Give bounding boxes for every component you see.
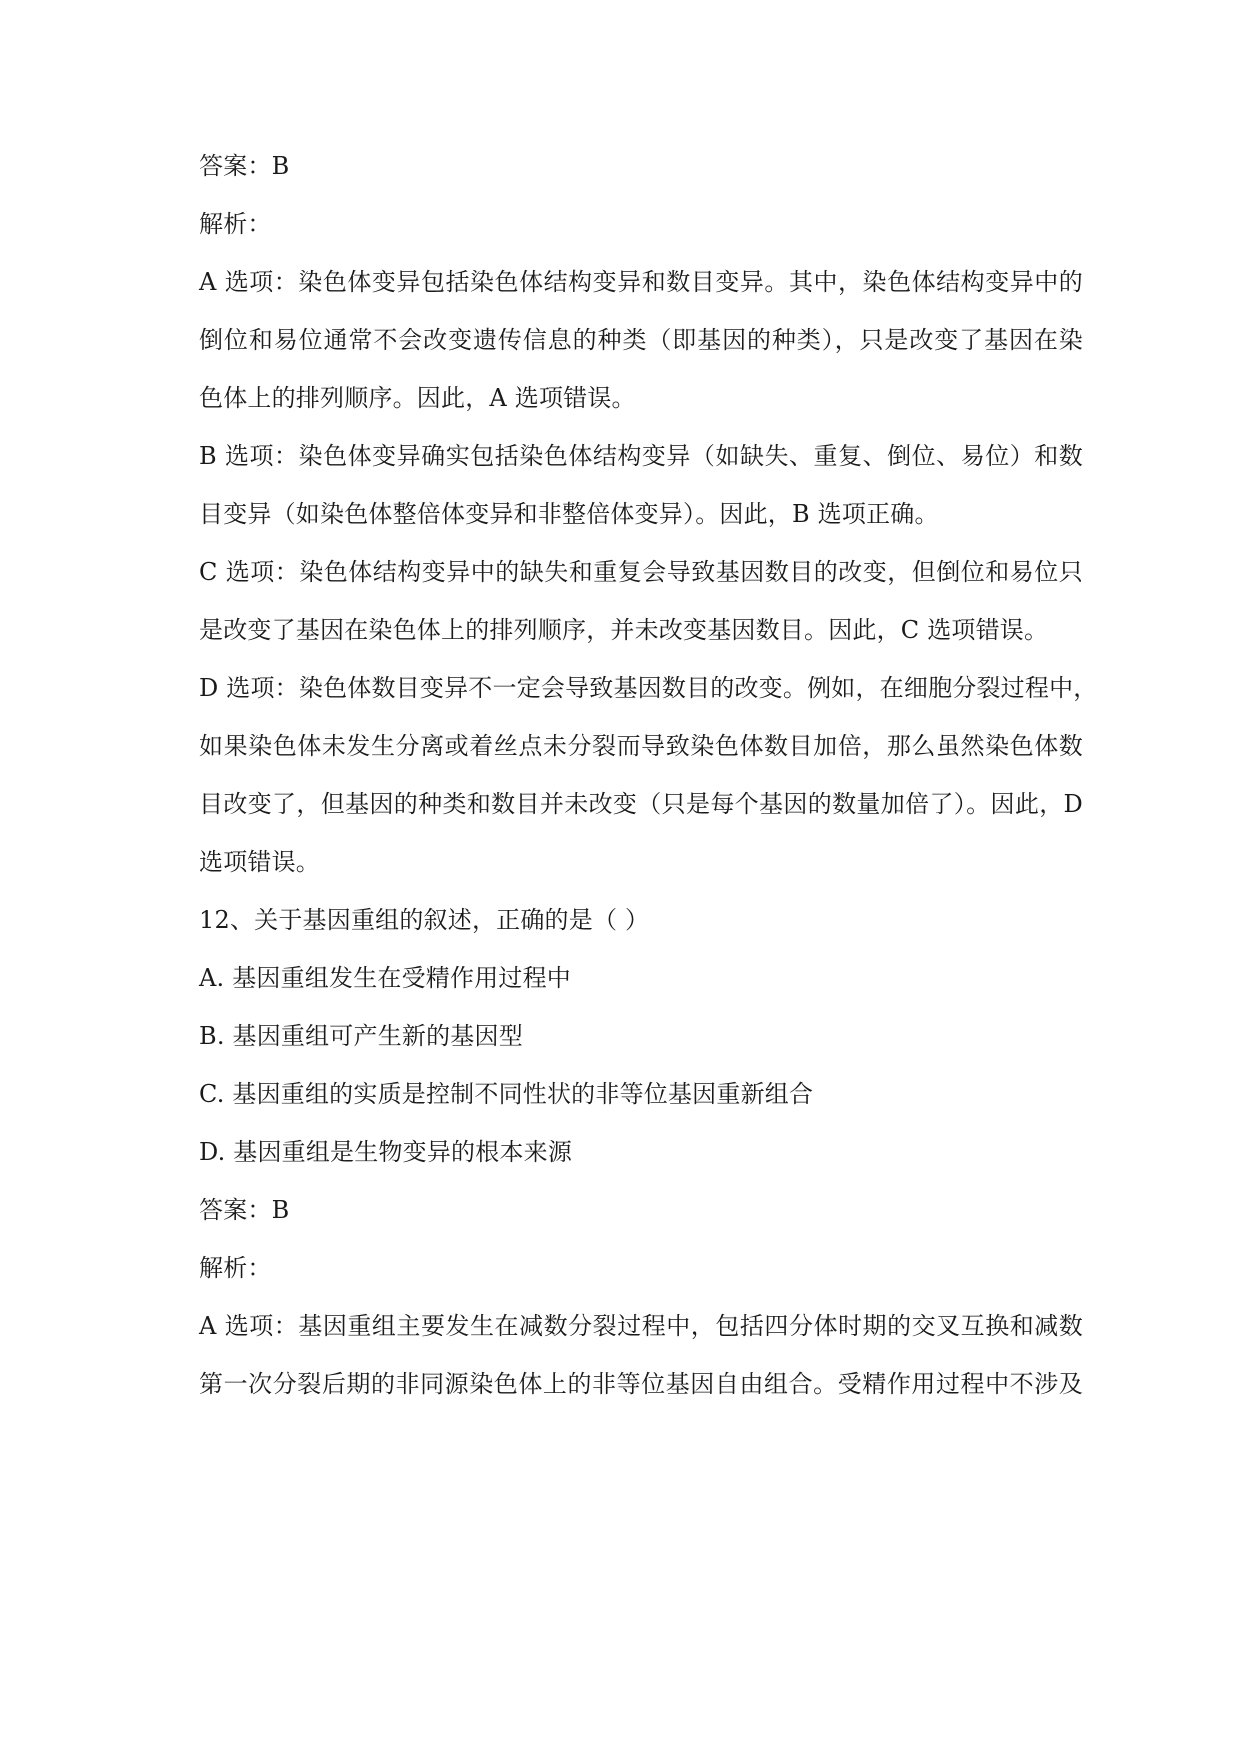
question-12-option-d: D. 基因重组是生物变异的根本来源: [199, 1138, 573, 1166]
option-d-analysis-line-3: 目改变了，但基因的种类和数目并未改变（只是每个基因的数量加倍了）。因此，D: [199, 790, 1083, 818]
option-a-analysis-line-3: 色体上的排列顺序。因此，A 选项错误。: [199, 384, 636, 412]
option-d-analysis-line-1: D 选项：染色体数目变异不一定会导致基因数目的改变。例如，在细胞分裂过程中，: [199, 674, 1098, 702]
answer-line: 答案：B: [199, 1196, 290, 1224]
question-12-analysis-line-2: 第一次分裂后期的非同源染色体上的非等位基因自由组合。受精作用过程中不涉及: [199, 1370, 1083, 1398]
question-12-option-a: A. 基因重组发生在受精作用过程中: [199, 964, 571, 992]
analysis-heading: 解析：: [199, 1254, 272, 1282]
option-a-analysis-line-2: 倒位和易位通常不会改变遗传信息的种类（即基因的种类），只是改变了基因在染: [199, 326, 1083, 354]
option-b-analysis-line-2: 目变异（如染色体整倍体变异和非整倍体变异）。因此，B 选项正确。: [199, 500, 939, 528]
option-d-analysis-line-4: 选项错误。: [199, 848, 320, 876]
document-page: [199, 0, 1098, 1754]
option-a-analysis-line-1: A 选项：染色体变异包括染色体结构变异和数目变异。其中，染色体结构变异中的: [199, 268, 1083, 296]
analysis-heading: 解析：: [199, 210, 272, 238]
option-d-analysis-line-2: 如果染色体未发生分离或着丝点未分裂而导致染色体数目加倍，那么虽然染色体数: [199, 732, 1083, 760]
option-c-analysis-line-1: C 选项：染色体结构变异中的缺失和重复会导致基因数目的改变，但倒位和易位只: [199, 558, 1083, 586]
question-12-stem: 12、关于基因重组的叙述，正确的是（ ）: [199, 906, 650, 934]
question-12-option-c: C. 基因重组的实质是控制不同性状的非等位基因重新组合: [199, 1080, 814, 1108]
question-12-option-b: B. 基因重组可产生新的基因型: [199, 1022, 523, 1050]
option-b-analysis-line-1: B 选项：染色体变异确实包括染色体结构变异（如缺失、重复、倒位、易位）和数: [199, 442, 1083, 470]
option-c-analysis-line-2: 是改变了基因在染色体上的排列顺序，并未改变基因数目。因此，C 选项错误。: [199, 616, 1049, 644]
answer-line: 答案：B: [199, 152, 290, 180]
question-12-analysis-line-1: A 选项：基因重组主要发生在减数分裂过程中，包括四分体时期的交叉互换和减数: [199, 1312, 1083, 1340]
